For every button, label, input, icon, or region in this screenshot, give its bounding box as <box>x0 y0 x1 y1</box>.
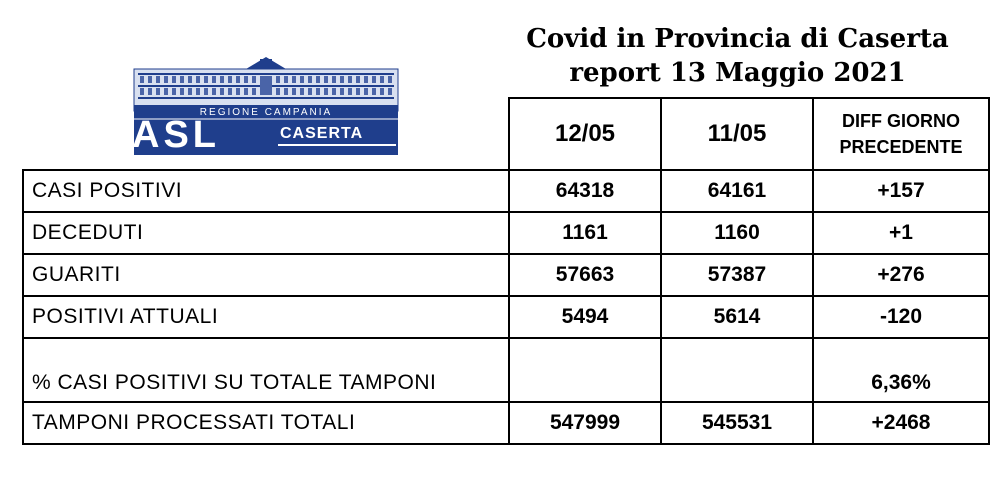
row-label: TAMPONI PROCESSATI TOTALI <box>23 402 509 444</box>
row-value-11-05: 5614 <box>661 296 813 338</box>
report-title-line2: report 13 Maggio 2021 <box>569 58 906 88</box>
row-label: GUARITI <box>23 254 509 296</box>
row-value-12-05: 57663 <box>509 254 661 296</box>
covid-report-table <box>22 97 990 445</box>
header-empty-cell <box>23 98 509 170</box>
row-value-12-05: 5494 <box>509 296 661 338</box>
header-diff-line1: DIFF GIORNO <box>842 111 960 131</box>
table-row <box>23 402 989 444</box>
table-row <box>23 338 989 402</box>
row-value-diff: +157 <box>813 170 989 212</box>
row-label: DECEDUTI <box>23 212 509 254</box>
row-value-12-05: 64318 <box>509 170 661 212</box>
logo-asl-text: ASL <box>132 114 220 156</box>
row-value-12-05: 547999 <box>509 402 661 444</box>
row-value-diff: +276 <box>813 254 989 296</box>
header-diff <box>813 98 989 170</box>
logo-region-text: REGIONE CAMPANIA <box>199 107 333 118</box>
header-11-05: 11/05 <box>661 98 813 170</box>
row-label: % CASI POSITIVI SU TOTALE TAMPONI <box>23 338 509 402</box>
row-label: POSITIVI ATTUALI <box>23 296 509 338</box>
row-value-diff: 6,36% <box>813 338 989 402</box>
row-value-11-05: 64161 <box>661 170 813 212</box>
table-header-row <box>23 98 989 170</box>
row-value-diff: +1 <box>813 212 989 254</box>
row-value-11-05 <box>661 338 813 402</box>
header-12-05: 12/05 <box>509 98 661 170</box>
report-title <box>500 22 975 90</box>
logo-caserta-text: CASERTA <box>280 125 364 142</box>
row-value-12-05: 1161 <box>509 212 661 254</box>
row-value-11-05: 545531 <box>661 402 813 444</box>
table-row <box>23 170 989 212</box>
row-value-11-05: 1160 <box>661 212 813 254</box>
row-label: CASI POSITIVI <box>23 170 509 212</box>
table-row <box>23 212 989 254</box>
row-value-11-05: 57387 <box>661 254 813 296</box>
report-title-line1: Covid in Provincia di Caserta <box>526 24 949 54</box>
row-value-diff: -120 <box>813 296 989 338</box>
table-row <box>23 296 989 338</box>
row-value-12-05 <box>509 338 661 402</box>
row-value-diff: +2468 <box>813 402 989 444</box>
header-diff-line2: PRECEDENTE <box>839 137 963 157</box>
table-row <box>23 254 989 296</box>
